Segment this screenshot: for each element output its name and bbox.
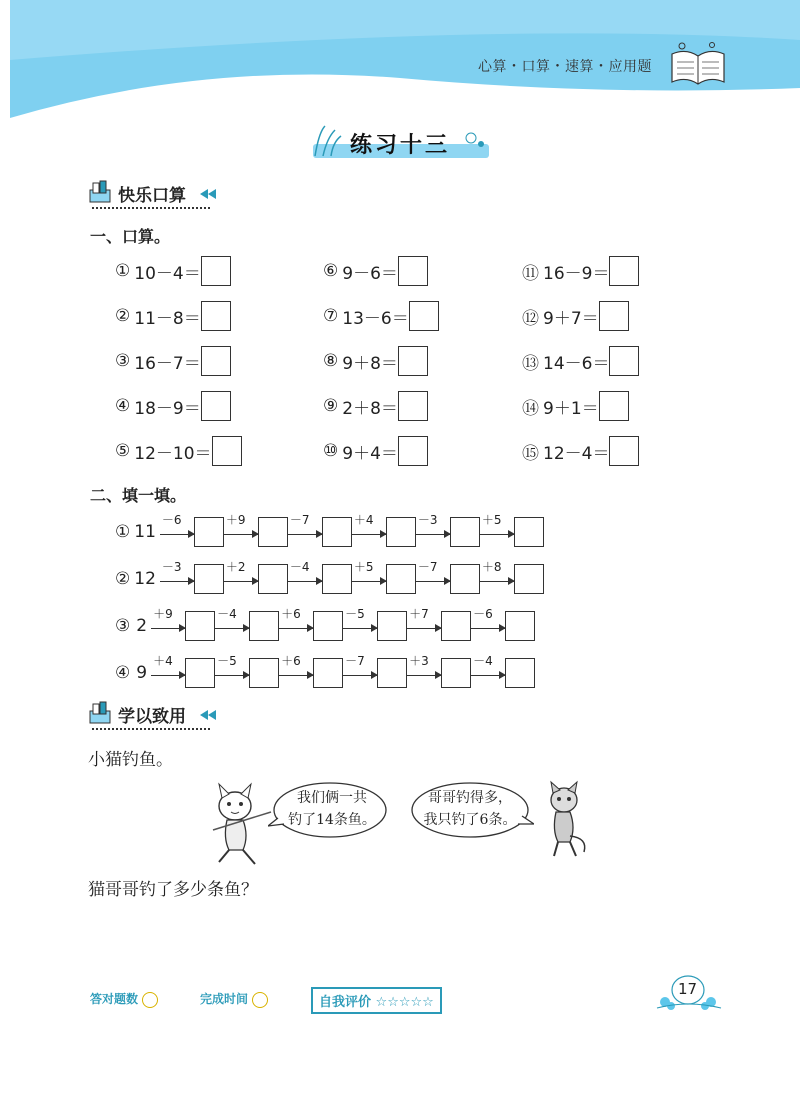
- arrow-icon: [471, 607, 505, 641]
- arrow-icon: [215, 654, 249, 688]
- answer-box[interactable]: [398, 436, 428, 466]
- arrow-icon: [224, 513, 258, 547]
- chain-start: 11: [134, 522, 156, 542]
- calc-item: [522, 255, 639, 287]
- chain-box[interactable]: [377, 611, 407, 641]
- arrow-icon: [288, 560, 322, 594]
- chain-box[interactable]: [185, 658, 215, 688]
- arrow-icon: [224, 560, 258, 594]
- calc-item: [323, 255, 439, 287]
- chain-box[interactable]: [313, 611, 343, 641]
- bubble-right-line-2: 我只钓了6条。: [423, 812, 517, 828]
- calc-item: [323, 300, 439, 332]
- bubble-right-text: [414, 787, 526, 831]
- problem-intro: 小猫钓鱼。: [88, 750, 173, 770]
- arrow-icon: [343, 654, 377, 688]
- item-number: ③: [115, 351, 131, 371]
- answer-box[interactable]: [609, 256, 639, 286]
- answer-box[interactable]: [201, 391, 231, 421]
- bubble-left-text: [284, 787, 380, 831]
- item-number: ⑥: [323, 261, 339, 281]
- double-arrow-icon: [198, 188, 218, 200]
- answer-box[interactable]: [212, 436, 242, 466]
- arrow-op: －7: [345, 654, 365, 668]
- answer-box[interactable]: [201, 301, 231, 331]
- chain-number: ①: [115, 522, 131, 542]
- item-expression: 9＋4＝: [342, 443, 398, 464]
- arrow-op: ＋4: [153, 654, 173, 668]
- arrow-op: ＋6: [281, 607, 301, 621]
- books-icon: [88, 180, 114, 204]
- answer-box[interactable]: [398, 391, 428, 421]
- calc-item: [115, 345, 242, 377]
- chain-box[interactable]: [514, 564, 544, 594]
- smiley-icon: [252, 992, 268, 1008]
- arrow-icon: [279, 607, 313, 641]
- arrow-op: ＋9: [225, 513, 246, 527]
- part2-heading: 二、填一填。: [90, 486, 187, 505]
- item-expression: 9＋8＝: [342, 353, 398, 374]
- item-expression: 12－4＝: [543, 443, 610, 464]
- calc-item: [522, 435, 639, 467]
- bubble-left-line-1: 我们俩一共: [297, 790, 367, 806]
- item-expression: 16－7＝: [134, 353, 201, 374]
- fill-chain-4: [115, 655, 535, 691]
- item-number: ④: [115, 396, 131, 416]
- arrow-op: －3: [161, 560, 182, 574]
- calc-item: [323, 390, 439, 422]
- arrow-op: －7: [417, 560, 438, 574]
- item-number: ②: [115, 306, 131, 326]
- arrow-op: ＋2: [225, 560, 246, 574]
- chain-start: 9: [136, 663, 148, 683]
- footer-completion-time: [200, 990, 268, 1008]
- item-expression: 9＋7＝: [543, 308, 599, 329]
- page-title: 练习十三: [350, 133, 451, 158]
- arrow-icon: [352, 513, 386, 547]
- calc-item: [522, 390, 639, 422]
- self-eval-label: 自我评价: [319, 995, 372, 1010]
- arrow-icon: [352, 560, 386, 594]
- chain-number: ④: [115, 663, 131, 683]
- answer-box[interactable]: [609, 436, 639, 466]
- chain-box[interactable]: [514, 517, 544, 547]
- chain-number: ②: [115, 569, 131, 589]
- answer-box[interactable]: [398, 256, 428, 286]
- arrow-icon: [288, 513, 322, 547]
- answer-box[interactable]: [599, 391, 629, 421]
- calc-item: [323, 435, 439, 467]
- double-arrow-icon: [198, 709, 218, 721]
- item-number: ⑤: [115, 441, 131, 461]
- calc-item: [115, 255, 242, 287]
- chain-box[interactable]: [322, 517, 352, 547]
- item-number: ⑩: [323, 441, 339, 461]
- arrow-op: －4: [473, 654, 493, 668]
- header-subtitle: 心算・口算・速算・应用题: [478, 59, 652, 75]
- bubble-right-line-1: 哥哥钓得多，: [428, 790, 512, 806]
- arrow-icon: [416, 560, 450, 594]
- chain-box[interactable]: [194, 517, 224, 547]
- arrow-icon: [215, 607, 249, 641]
- item-number: ⑭: [522, 398, 539, 419]
- page-number: 17: [678, 980, 698, 998]
- chain-box[interactable]: [441, 658, 471, 688]
- chain-number: ③: [115, 616, 131, 636]
- item-number: ⑨: [323, 396, 339, 416]
- calc-item: [522, 345, 639, 377]
- item-expression: 14－6＝: [543, 353, 610, 374]
- item-expression: 9＋1＝: [543, 398, 599, 419]
- arrow-op: －6: [473, 607, 493, 621]
- answer-box[interactable]: [201, 256, 231, 286]
- bubble-left-line-2: 钓了14条鱼。: [288, 812, 376, 828]
- arrow-op: －5: [217, 654, 237, 668]
- item-expression: 12－10＝: [134, 443, 212, 464]
- cat-little-brother-illustration: [536, 780, 596, 860]
- item-expression: 11－8＝: [134, 308, 201, 329]
- arrow-icon: [160, 560, 194, 594]
- chain-start: 2: [136, 616, 148, 636]
- item-number: ⑬: [522, 353, 539, 374]
- arrow-op: ＋7: [409, 607, 429, 621]
- section-underline: [92, 728, 210, 730]
- item-expression: 10－4＝: [134, 263, 201, 284]
- arrow-op: ＋8: [481, 560, 502, 574]
- calc-item: [115, 390, 242, 422]
- chain-box[interactable]: [249, 611, 279, 641]
- item-number: ⑮: [522, 443, 539, 464]
- calc-item: [115, 435, 242, 467]
- section-underline: [92, 207, 210, 209]
- arrow-op: －6: [161, 513, 182, 527]
- calc-column-1: [115, 255, 242, 467]
- fill-chain-1: [115, 514, 544, 550]
- smiley-icon: [142, 992, 158, 1008]
- item-expression: 16－9＝: [543, 263, 610, 284]
- chain-box[interactable]: [322, 564, 352, 594]
- calc-item: [522, 300, 639, 332]
- item-expression: 18－9＝: [134, 398, 201, 419]
- chain-box[interactable]: [258, 517, 288, 547]
- answer-box[interactable]: [599, 301, 629, 331]
- arrow-icon: [480, 560, 514, 594]
- calc-item: [115, 300, 242, 332]
- answer-box[interactable]: [201, 346, 231, 376]
- item-number: ⑪: [522, 263, 539, 284]
- footer-correct-count: [90, 990, 158, 1008]
- open-book-icon: [668, 40, 728, 88]
- calc-item: [323, 345, 439, 377]
- arrow-op: －5: [345, 607, 365, 621]
- arrow-op: －3: [417, 513, 438, 527]
- chain-box[interactable]: [386, 517, 416, 547]
- chain-box[interactable]: [450, 517, 480, 547]
- item-expression: 13－6＝: [342, 308, 409, 329]
- section-heading-apply: 学以致用: [118, 707, 186, 727]
- arrow-icon: [407, 607, 441, 641]
- arrow-icon: [160, 513, 194, 547]
- arrow-op: ＋4: [353, 513, 374, 527]
- problem-question: 猫哥哥钓了多少条鱼？: [88, 880, 258, 900]
- rating-stars[interactable]: ☆☆☆☆☆: [375, 995, 434, 1010]
- fill-chain-2: [115, 561, 544, 597]
- chain-box[interactable]: [441, 611, 471, 641]
- calc-column-2: [323, 255, 439, 467]
- arrow-icon: [279, 654, 313, 688]
- chain-box[interactable]: [505, 658, 535, 688]
- answer-box[interactable]: [398, 346, 428, 376]
- arrow-op: ＋5: [353, 560, 374, 574]
- item-number: ⑧: [323, 351, 339, 371]
- arrow-icon: [480, 513, 514, 547]
- arrow-op: ＋6: [281, 654, 301, 668]
- chain-start: 12: [134, 569, 156, 589]
- arrow-icon: [343, 607, 377, 641]
- arrow-icon: [471, 654, 505, 688]
- arrow-op: ＋3: [409, 654, 429, 668]
- chain-box[interactable]: [185, 611, 215, 641]
- arrow-op: ＋9: [153, 607, 173, 621]
- section-heading-happy-calc: 快乐口算: [118, 186, 186, 206]
- arrow-icon: [416, 513, 450, 547]
- chain-box[interactable]: [249, 658, 279, 688]
- chain-box[interactable]: [505, 611, 535, 641]
- chain-box[interactable]: [377, 658, 407, 688]
- arrow-icon: [407, 654, 441, 688]
- arrow-icon: [151, 607, 185, 641]
- item-number: ①: [115, 261, 131, 281]
- calc-column-3: [522, 255, 639, 467]
- item-number: ⑫: [522, 308, 539, 329]
- item-expression: 2＋8＝: [342, 398, 398, 419]
- chain-box[interactable]: [194, 564, 224, 594]
- answer-box[interactable]: [609, 346, 639, 376]
- answer-box[interactable]: [409, 301, 439, 331]
- arrow-op: －7: [289, 513, 310, 527]
- chain-box[interactable]: [258, 564, 288, 594]
- self-evaluation-box: [311, 987, 442, 1014]
- arrow-op: －4: [289, 560, 310, 574]
- correct-count-label: 答对题数: [90, 992, 139, 1006]
- item-number: ⑦: [323, 306, 339, 326]
- cat-big-brother-illustration: [205, 778, 275, 868]
- item-expression: 9－6＝: [342, 263, 398, 284]
- arrow-op: ＋5: [481, 513, 502, 527]
- part1-heading: 一、口算。: [90, 227, 171, 246]
- fill-chain-3: [115, 608, 535, 644]
- chain-box[interactable]: [386, 564, 416, 594]
- arrow-op: －4: [217, 607, 237, 621]
- arrow-icon: [151, 654, 185, 688]
- chain-box[interactable]: [450, 564, 480, 594]
- chain-box[interactable]: [313, 658, 343, 688]
- books-icon: [88, 701, 114, 725]
- completion-time-label: 完成时间: [200, 992, 249, 1006]
